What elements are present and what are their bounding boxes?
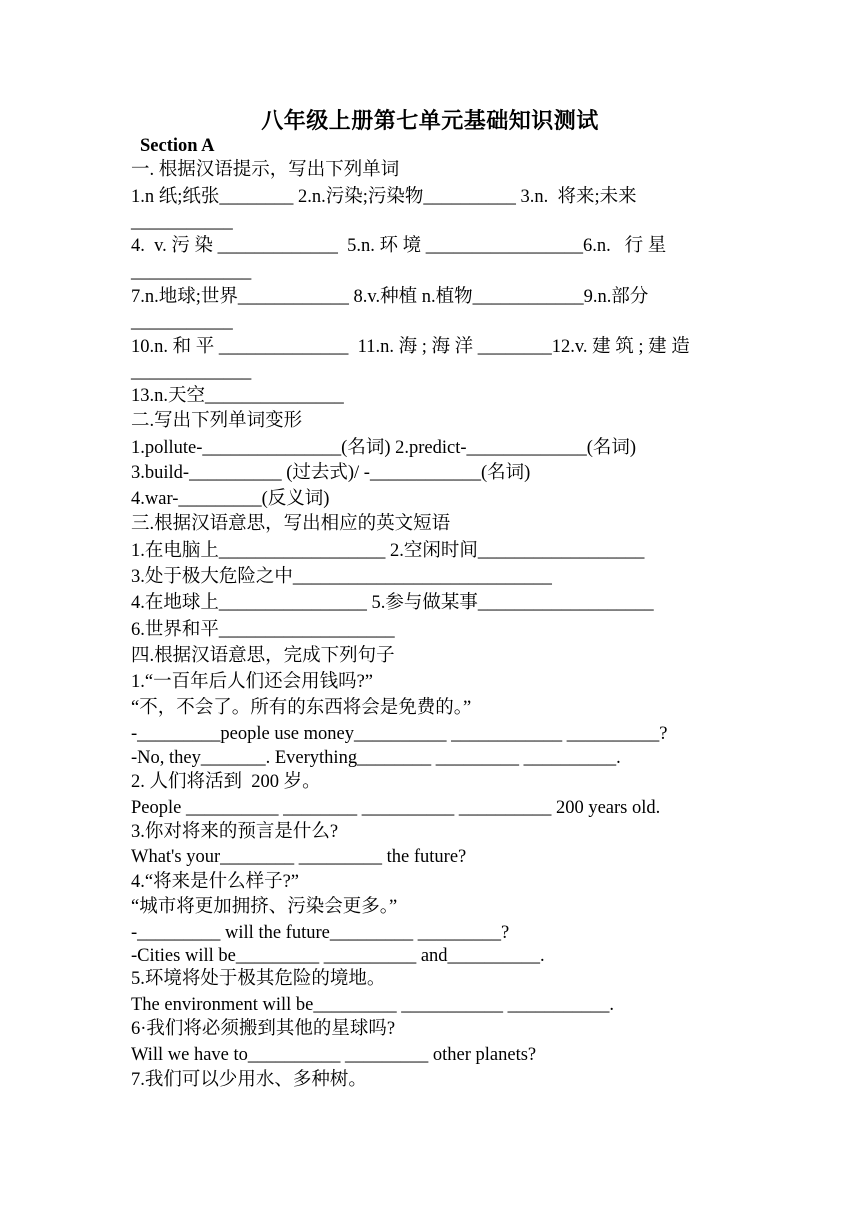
q3-english: What's your________ _________ the future? <box>131 847 467 867</box>
line-2-3: 3.build-__________ (过去式)/ -____________(名词) <box>131 463 531 483</box>
part-1-heading: 一. 根据汉语提示，写出下列单词 <box>131 160 400 180</box>
q6-english: Will we have to__________ _________ other planets? <box>131 1045 537 1065</box>
q1-chinese-a: 1.“一百年后人们还会用钱吗?” <box>131 672 374 692</box>
line-2-1: 1.pollute-_______________(名词) 2.predict-_____________(名词) <box>131 438 637 458</box>
q7-chinese: 7.我们可以少用水、多种树。 <box>131 1070 367 1090</box>
line-3-4: 4.在地球上________________ 5.参与做某事___________________ <box>131 593 654 613</box>
line-1-1-cont: ___________ <box>131 212 233 232</box>
q2-english: People __________ ________ __________ __________ 200 years old. <box>131 798 661 818</box>
q2-chinese: 2. 人们将活到 200 岁。 <box>131 772 321 792</box>
q1-english-b: -No, they_______. Everything________ _________ __________. <box>131 748 621 768</box>
q4-english-a: -_________ will the future_________ _________? <box>131 923 510 943</box>
line-1-10: 10.n. 和 平 ______________ 11.n. 海 ; 海 洋 ________12.v. 建 筑 ; 建 造 <box>131 337 690 357</box>
line-1-7-cont: ___________ <box>131 312 233 332</box>
line-1-4-cont: _____________ <box>131 262 252 282</box>
q6-chinese: 6·我们将必须搬到其他的星球吗? <box>131 1019 396 1039</box>
q4-english-b: -Cities will be_________ __________ and__________. <box>131 946 545 966</box>
q1-chinese-b: “不，不会了。所有的东西将会是免费的。” <box>131 698 472 718</box>
line-1-4: 4. v. 污 染 _____________ 5.n. 环 境 _________________6.n. 行 星 <box>131 236 667 256</box>
line-1-13: 13.n.天空_______________ <box>131 386 344 406</box>
page-title: 八年级上册第七单元基础知识测试 <box>261 108 599 133</box>
q1-english-a: -_________people use money__________ ____________ __________? <box>131 724 668 744</box>
q5-chinese: 5.环境将处于极其危险的境地。 <box>131 969 386 989</box>
line-3-1: 1.在电脑上__________________ 2.空闲时间__________________ <box>131 541 645 561</box>
line-1-1: 1.n 纸;纸张________ 2.n.污染;污染物__________ 3.n. 将来;未来 <box>131 187 637 207</box>
part-3-heading: 三.根据汉语意思，写出相应的英文短语 <box>131 514 451 534</box>
line-2-4: 4.war-_________(反义词) <box>131 489 330 509</box>
q5-english: The environment will be_________ ___________ ___________. <box>131 995 615 1015</box>
part-2-heading: 二.写出下列单词变形 <box>131 411 303 431</box>
q4-chinese-a: 4.“将来是什么样子?” <box>131 872 300 892</box>
line-1-10-cont: _____________ <box>131 362 252 382</box>
part-4-heading: 四.根据汉语意思，完成下列句子 <box>131 646 395 666</box>
line-1-7: 7.n.地球;世界____________ 8.v.种植 n.植物____________9.n.部分 <box>131 287 649 307</box>
q4-chinese-b: “城市将更加拥挤、污染会更多。” <box>131 897 398 917</box>
section-heading: Section A <box>140 136 215 156</box>
line-3-6: 6.世界和平___________________ <box>131 620 395 640</box>
q3-chinese: 3.你对将来的预言是什么? <box>131 822 339 842</box>
line-3-3: 3.处于极大危险之中____________________________ <box>131 567 552 587</box>
